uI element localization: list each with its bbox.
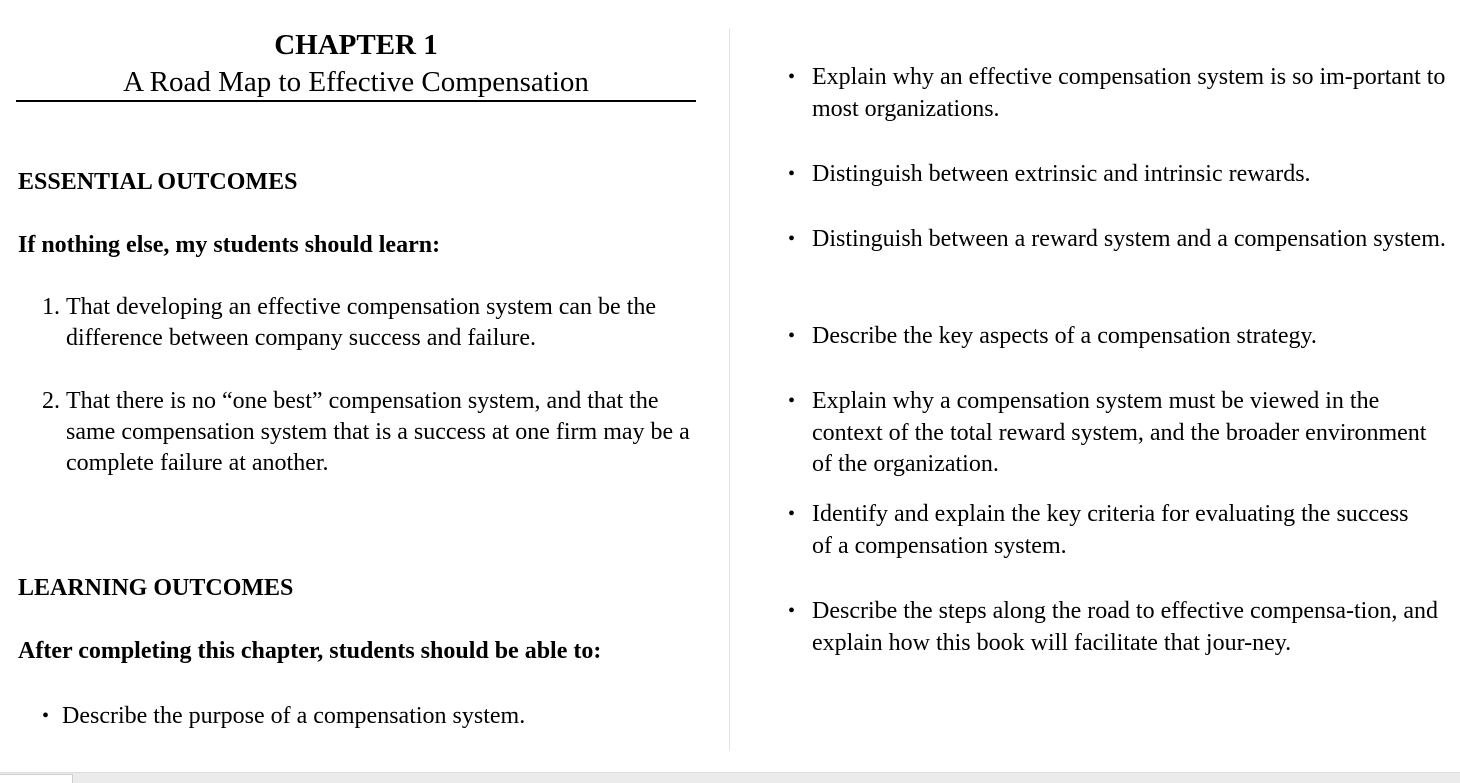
- item-number: 1.: [42, 294, 60, 320]
- item-text: Explain why an effective compensation system is so im-portant to most organizations.: [812, 64, 1446, 122]
- chapter-title: A Road Map to Effective Compensation: [123, 66, 589, 98]
- bullet-icon: •: [788, 325, 796, 347]
- item-text: Distinguish between extrinsic and intrinsic rewards.: [812, 161, 1311, 187]
- essential-outcomes-heading: ESSENTIAL OUTCOMES: [18, 169, 298, 195]
- essential-outcome-item: [42, 292, 692, 354]
- learning-outcomes-intro: After completing this chapter, students should be able to:: [18, 638, 602, 664]
- item-text: Describe the purpose of a compensation system.: [62, 703, 526, 729]
- bullet-icon: •: [788, 503, 796, 525]
- learning-outcome-item: [788, 224, 1448, 256]
- learning-outcome-item: [788, 321, 1448, 353]
- learning-outcome-item: [788, 62, 1448, 125]
- bullet-icon: •: [788, 390, 796, 412]
- learning-outcome-item: [788, 499, 1428, 562]
- bullet-icon: •: [788, 163, 796, 185]
- item-text: Describe the key aspects of a compensation strategy.: [812, 323, 1317, 349]
- right-column: [730, 0, 1460, 772]
- bullet-icon: •: [788, 66, 796, 88]
- title-underline: [16, 100, 696, 102]
- essential-outcome-item: [42, 386, 692, 479]
- item-text: Identify and explain the key criteria for evaluating the success of a compensation system.: [812, 501, 1409, 559]
- item-text: That there is no “one best” compensation system, and that the same compensation system that is a success at one firm may be a complete failure at another.: [66, 388, 690, 476]
- learning-outcome-item: [42, 701, 682, 733]
- horizontal-scrollbar[interactable]: [0, 772, 1460, 783]
- item-text: Describe the steps along the road to effective compensa-tion, and explain how this book will facilitate that jour-ney.: [812, 598, 1439, 656]
- item-text: Explain why a compensation system must be viewed in the context of the total reward system, and the broader environment of the organization.: [812, 388, 1427, 477]
- learning-outcome-item: [788, 386, 1428, 481]
- chapter-number: CHAPTER 1: [274, 29, 438, 61]
- learning-outcome-item: [788, 159, 1448, 191]
- bullet-icon: •: [788, 228, 796, 250]
- learning-outcomes-heading: LEARNING OUTCOMES: [18, 575, 294, 601]
- item-text: That developing an effective compensation system can be the difference between company success and failure.: [66, 294, 657, 351]
- item-number: 2.: [42, 388, 60, 414]
- learning-outcome-item: [788, 596, 1448, 659]
- essential-outcomes-intro: If nothing else, my students should learn:: [18, 232, 441, 258]
- item-text: Distinguish between a reward system and a compensation system.: [812, 226, 1446, 252]
- left-column: [0, 0, 728, 772]
- bullet-icon: •: [42, 705, 50, 727]
- bullet-icon: •: [788, 600, 796, 622]
